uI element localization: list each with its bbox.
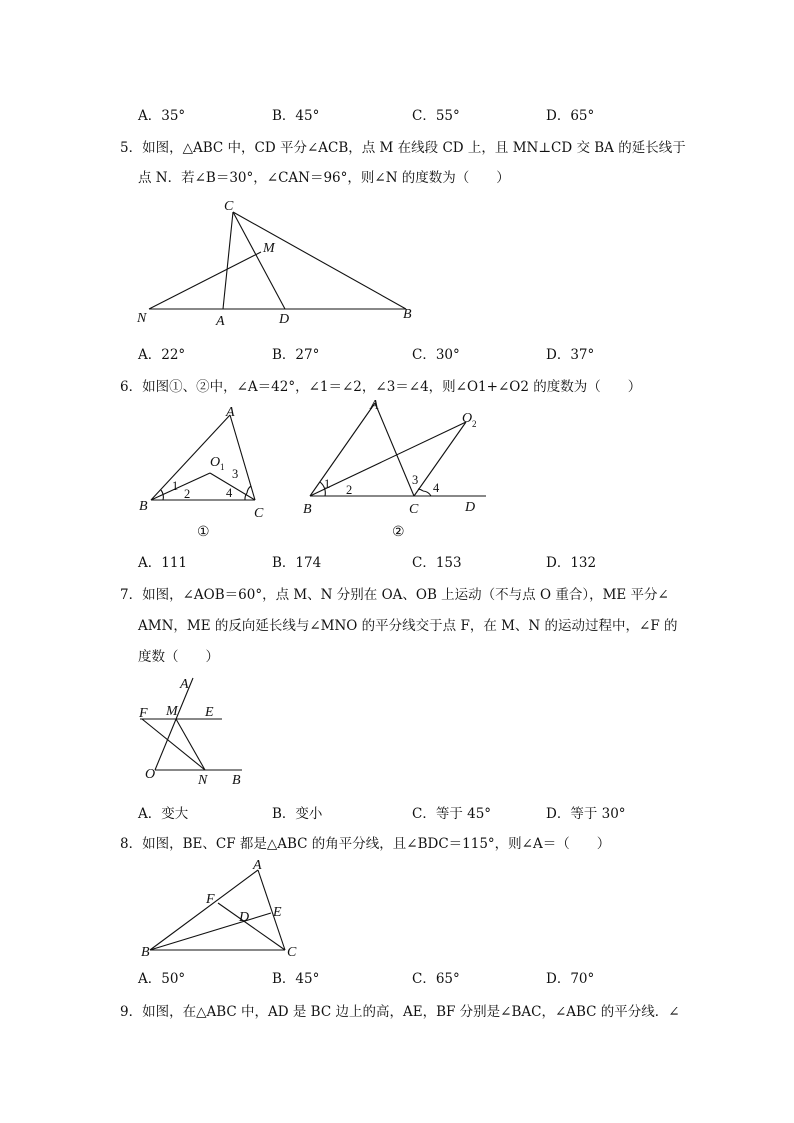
q5-label-c: C — [224, 199, 234, 214]
q7-text-line2: AMN，ME 的反向延长线与∠MNO 的平分线交于点 F，在 M、N 的运动过程中，∠F 的 — [138, 618, 678, 634]
q7-option-a: A．变大 — [138, 806, 189, 822]
q5-label-b: B — [403, 307, 412, 322]
q6f2-caption: ② — [392, 525, 405, 540]
q6f1-angle-3: 3 — [232, 467, 239, 481]
q6f1-arc-3 — [247, 486, 251, 493]
q7-text-line3: 度数（ ） — [138, 649, 219, 665]
q6f1-angle-1: 1 — [172, 479, 179, 493]
q6f1-angle-4: 4 — [226, 486, 233, 500]
q8-label-a: A — [253, 858, 262, 873]
q7-label-m: M — [166, 704, 178, 719]
q7-text-line1: 7．如图，∠AOB＝60°，点 M、N 分别在 OA、OB 上运动（不与点 O 重合），ME 平分∠ — [120, 587, 669, 603]
q6f2-label-o: O — [462, 411, 473, 426]
q8-text-line1: 8．如图，BE、CF 都是△ABC 的角平分线，且∠BDC＝115°，则∠A＝（ ） — [120, 836, 611, 852]
q6-option-a: A．111 — [138, 555, 188, 571]
q8-label-d: D — [239, 910, 250, 925]
q6-option-b: B．174 — [272, 555, 322, 571]
q7-option-c: C．等于 45° — [412, 806, 492, 822]
q4-option-d: D．65° — [546, 108, 595, 124]
q6f2-angle-4: 4 — [433, 481, 440, 495]
q8-label-e: E — [273, 905, 282, 920]
q5-option-b: B．27° — [272, 347, 320, 363]
q8-line-be — [150, 913, 271, 950]
q8-option-d: D．70° — [546, 971, 595, 987]
q4-option-c: C．55° — [412, 108, 460, 124]
q6-option-d: D．132 — [546, 555, 597, 571]
q7-label-b: B — [232, 773, 241, 788]
q6-text-line1: 6．如图①、②中，∠A＝42°，∠1＝∠2，∠3＝∠4，则∠O1+∠O2 的度数为（ ） — [120, 379, 642, 395]
q4-option-b: B．45° — [272, 108, 320, 124]
q5-label-n: N — [137, 311, 147, 326]
q5-line-nm — [149, 252, 261, 309]
q6f1-angle-2: 2 — [184, 487, 191, 501]
q6f1-label-o: O — [210, 455, 221, 470]
q5-option-a: A．22° — [138, 347, 186, 363]
q6f2-label-d: D — [465, 500, 476, 515]
q6f2-label-a: A — [370, 398, 379, 413]
q8-option-c: C．65° — [412, 971, 460, 987]
q8-label-b: B — [141, 945, 150, 960]
q7-label-f: F — [139, 706, 148, 721]
q6f2-label-b: B — [303, 502, 312, 517]
q5-line-ca — [223, 212, 233, 309]
q6f1-label-a: A — [226, 405, 235, 420]
q6f1-label-o-sub: 1 — [220, 462, 225, 472]
q6f2-arc-4 — [423, 491, 431, 496]
q7-label-o: O — [145, 767, 156, 782]
q6f2-label-c: C — [409, 502, 419, 517]
q6f2-angle-1: 1 — [324, 477, 331, 491]
q5-option-d: D．37° — [546, 347, 595, 363]
q7-line-mn — [176, 719, 205, 770]
q5-label-a: A — [216, 314, 225, 329]
q6f2-angle-3: 3 — [412, 473, 419, 487]
q5-label-m: M — [263, 241, 275, 256]
q6f2-line-co — [414, 422, 466, 496]
q7-label-n: N — [198, 773, 208, 788]
q6f1-caption: ① — [197, 525, 210, 540]
q9-text-line1: 9．如图，在△ABC 中，AD 是 BC 边上的高，AE，BF 分别是∠BAC，∠ABC 的平分线．∠ — [120, 1004, 680, 1020]
q8-label-f: F — [206, 892, 215, 907]
q6f2-label-o-sub: 2 — [472, 419, 477, 429]
q6f2-angle-2: 2 — [346, 483, 353, 497]
q5-text-line2: 点 N．若∠B＝30°，∠CAN＝96°，则∠N 的度数为（ ） — [138, 170, 510, 186]
q6f1-line-bo — [151, 473, 210, 500]
q5-label-d: D — [279, 312, 290, 327]
q7-option-d: D．等于 30° — [546, 806, 626, 822]
q8-option-a: A．50° — [138, 971, 186, 987]
q6f1-label-c: C — [254, 506, 264, 521]
q6f2-line-ba — [310, 403, 375, 496]
q6f1-label-b: B — [139, 499, 148, 514]
q6-option-c: C．153 — [412, 555, 462, 571]
q5-option-c: C．30° — [412, 347, 460, 363]
q7-label-e: E — [205, 705, 214, 720]
q7-label-a: A — [180, 677, 189, 692]
q4-option-a: A．35° — [138, 108, 186, 124]
q8-label-c: C — [287, 945, 297, 960]
q5-text-line1: 5．如图，△ABC 中，CD 平分∠ACB，点 M 在线段 CD 上，且 MN⊥CD 交 BA 的延长线于 — [120, 140, 686, 156]
q8-option-b: B．45° — [272, 971, 320, 987]
q7-option-b: B．变小 — [272, 806, 323, 822]
